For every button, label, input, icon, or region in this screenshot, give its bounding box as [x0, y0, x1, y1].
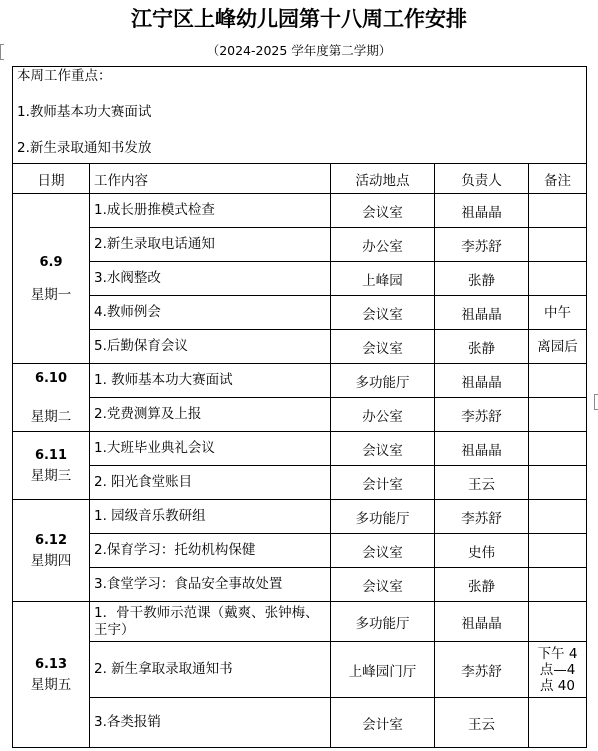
note-cell	[529, 500, 587, 534]
place-cell: 会计室	[331, 466, 435, 500]
date-cell-wednesday	[13, 432, 90, 500]
person-cell: 祖晶晶	[435, 602, 529, 642]
table-row	[13, 432, 587, 466]
person-cell: 李苏舒	[435, 398, 529, 432]
date-cell-tuesday	[13, 364, 90, 432]
table-row	[13, 500, 587, 534]
table-row	[13, 194, 587, 228]
weekday-label: 星期一	[30, 286, 72, 303]
header-date: 日期	[13, 164, 90, 194]
person-cell: 祖晶晶	[435, 364, 529, 398]
task-cell: 3.各类报销	[90, 698, 331, 748]
task-cell: 3.食堂学习：食品安全事故处置	[90, 568, 331, 602]
date-cell-thursday	[13, 500, 90, 602]
person-cell: 张静	[435, 568, 529, 602]
table-row	[13, 602, 587, 642]
table-row	[13, 568, 587, 602]
task-cell: 2. 新生拿取录取通知书	[90, 642, 331, 698]
note-cell: 中午	[529, 296, 587, 330]
note-cell: 下午 4 点—4 点 40	[529, 642, 587, 698]
weekly-focus-item: 2.新生录取通知书发放	[17, 140, 152, 156]
task-cell: 3.水阀整改	[90, 262, 331, 296]
place-cell: 办公室	[331, 228, 435, 262]
note-cell	[529, 568, 587, 602]
weekly-focus-heading: 本周工作重点：	[17, 68, 112, 84]
task-cell: 2.党费测算及上报	[90, 398, 331, 432]
task-cell: 4.教师例会	[90, 296, 331, 330]
document-title: 江宁区上峰幼儿园第十八周工作安排	[131, 6, 467, 31]
table-row	[13, 698, 587, 748]
note-cell	[529, 364, 587, 398]
note-cell	[529, 432, 587, 466]
weekday-label: 星期二	[30, 408, 72, 425]
document-subtitle: （2024-2025 学年度第二学期）	[206, 43, 392, 58]
table-row	[13, 466, 587, 500]
person-cell: 张静	[435, 262, 529, 296]
margin-marker-right	[594, 394, 598, 410]
place-cell: 会议室	[331, 568, 435, 602]
table-row	[13, 228, 587, 262]
person-cell: 张静	[435, 330, 529, 364]
place-cell: 会议室	[331, 432, 435, 466]
place-cell: 上峰园	[331, 262, 435, 296]
date-label: 6.9	[39, 254, 63, 270]
date-cell-monday	[13, 194, 90, 364]
place-cell: 多功能厅	[331, 364, 435, 398]
task-cell: 5.后勤保育会议	[90, 330, 331, 364]
place-cell: 会议室	[331, 330, 435, 364]
person-cell: 史伟	[435, 534, 529, 568]
person-cell: 李苏舒	[435, 228, 529, 262]
date-label: 6.12	[34, 532, 68, 548]
place-cell: 办公室	[331, 398, 435, 432]
table-row	[13, 364, 587, 398]
task-cell: 2.保育学习：托幼机构保健	[90, 534, 331, 568]
note-cell	[529, 262, 587, 296]
weekly-focus-item: 1.教师基本功大赛面试	[17, 104, 152, 120]
note-cell	[529, 466, 587, 500]
date-label: 6.13	[34, 656, 68, 672]
note-cell: 离园后	[529, 330, 587, 364]
note-cell	[529, 228, 587, 262]
note-cell	[529, 398, 587, 432]
date-label: 6.11	[34, 447, 68, 463]
place-cell: 会议室	[331, 194, 435, 228]
task-cell: 1.大班毕业典礼会议	[90, 432, 331, 466]
place-cell: 多功能厅	[331, 500, 435, 534]
person-cell: 李苏舒	[435, 500, 529, 534]
person-cell: 李苏舒	[435, 642, 529, 698]
task-cell: 1.成长册推模式检查	[90, 194, 331, 228]
person-cell: 祖晶晶	[435, 296, 529, 330]
person-cell: 王云	[435, 466, 529, 500]
table-row	[13, 296, 587, 330]
task-cell: 1. 园级音乐教研组	[90, 500, 331, 534]
note-cell	[529, 698, 587, 748]
date-cell-friday	[13, 602, 90, 748]
note-cell	[529, 534, 587, 568]
place-cell: 上峰园门厅	[331, 642, 435, 698]
note-cell	[529, 602, 587, 642]
weekly-focus-cell	[13, 67, 587, 164]
date-label: 6.10	[34, 370, 68, 386]
place-cell: 会议室	[331, 296, 435, 330]
table-row	[13, 534, 587, 568]
table-row	[13, 398, 587, 432]
task-cell: 2. 阳光食堂账目	[90, 466, 331, 500]
table-row	[13, 330, 587, 364]
person-cell: 祖晶晶	[435, 432, 529, 466]
table-row	[13, 262, 587, 296]
weekday-label: 星期三	[30, 467, 72, 484]
header-task: 工作内容	[90, 164, 331, 194]
person-cell: 王云	[435, 698, 529, 748]
task-cell: 2.新生录取电话通知	[90, 228, 331, 262]
weekday-label: 星期五	[30, 676, 72, 693]
task-cell: 1. 教师基本功大赛面试	[90, 364, 331, 398]
weekday-label: 星期四	[30, 552, 72, 569]
place-cell: 多功能厅	[331, 602, 435, 642]
person-cell: 祖晶晶	[435, 194, 529, 228]
header-place: 活动地点	[331, 164, 435, 194]
table-header-row	[13, 164, 587, 194]
header-person: 负责人	[435, 164, 529, 194]
place-cell: 会议室	[331, 534, 435, 568]
note-cell	[529, 194, 587, 228]
header-note: 备注	[529, 164, 587, 194]
table-row	[13, 642, 587, 698]
schedule-table	[12, 66, 587, 748]
task-cell: 1．骨干教师示范课（戴爽、张钟梅、王宇）	[90, 602, 331, 642]
place-cell: 会计室	[331, 698, 435, 748]
